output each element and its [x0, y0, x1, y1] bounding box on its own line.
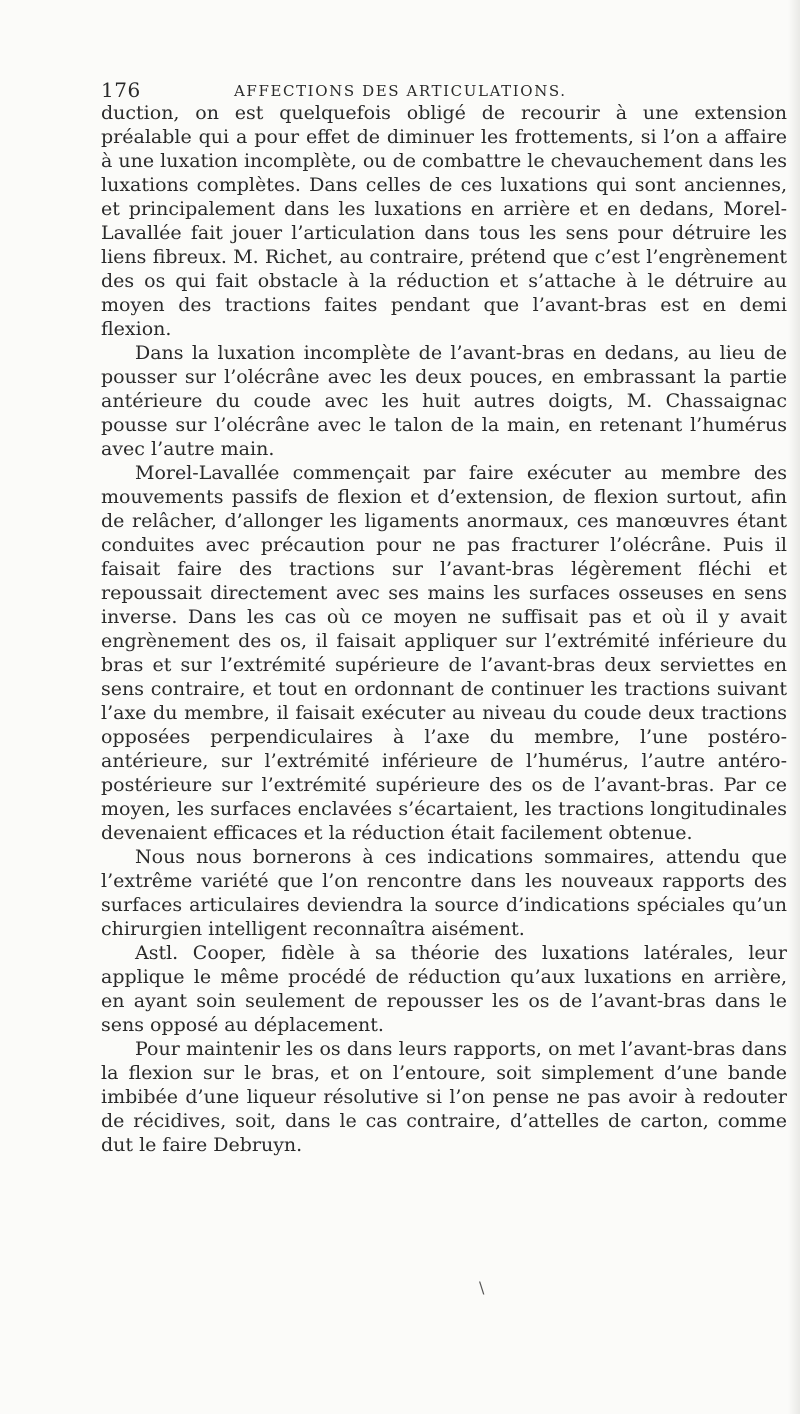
paragraph: Pour maintenir les os dans leurs rapports, on met l’avant-bras dans la flexion sur le bras, et on l’entoure, soit simplement d’une bande imbibée d’une liqueur résolutive si l’on pense ne pas avoir à redouter de récidives, soit, dans le cas contraire, d’attelles de carton, comme dut le faire Debruyn. [101, 1038, 787, 1156]
body-text [101, 101, 787, 1157]
page-number: 176 [101, 78, 141, 102]
paragraph: Morel-Lavallée commençait par faire exécuter au membre des mouvements passifs de flexion et d’extension, de flexion surtout, afin de relâcher, d’allonger les ligaments anormaux, ces manœuvres étant conduites avec précaution pour ne pas fracturer l’olécrâne. Puis il faisait faire des tractions sur l’avant-bras légèrement fléchi et repoussait directement avec ses mains les surfaces osseuses en sens inverse. Dans les cas où ce moyen ne suffisait pas et où il y avait engrènement des os, il faisait appliquer sur l’extrémité inférieure du bras et sur l’extrémité supérieure de l’avant-bras deux serviettes en sens contraire, et tout en ordonnant de continuer les tractions suivant l’axe du membre, il faisait exécuter au niveau du coude deux tractions opposées perpendiculaires à l’axe du membre, l’une postéro-antérieure, sur l’extrémité inférieure de l’humérus, l’autre antéro-postérieure sur l’extrémité supérieure des os de l’avant-bras. Par ce moyen, les surfaces enclavées s’écartaient, les tractions longitudinales devenaient efficaces et la réduction était facilement obtenue. [101, 462, 787, 844]
paragraph-continuation: duction, on est quelquefois obligé de recourir à une extension préalable qui a pour effet de diminuer les frottements, si l’on a affaire à une luxation incomplète, ou de combattre le chevauchement dans les luxations complètes. Dans celles de ces luxations qui sont anciennes, et principalement dans les luxations en arrière et en dedans, Morel-Lavallée fait jouer l’articulation dans tous les sens pour détruire les liens fibreux. M. Richet, au contraire, prétend que c’est l’engrènement des os qui fait obstacle à la réduction et s’attache à le détruire au moyen des tractions faites pendant que l’avant-bras est en demi flexion. [101, 102, 787, 340]
running-title: AFFECTIONS DES ARTICULATIONS. [234, 82, 567, 100]
stray-mark: \ [479, 1278, 485, 1297]
paragraph: Astl. Cooper, fidèle à sa théorie des luxations latérales, leur applique le même procédé de réduction qu’aux luxations en arrière, en ayant soin seulement de repousser les os de l’avant-bras dans le sens opposé au déplacement. [101, 942, 787, 1036]
paragraph: Nous nous bornerons à ces indications sommaires, attendu que l’extrême variété que l’on rencontre dans les nouveaux rapports des surfaces articulaires deviendra la source d’indications spéciales qu’un chirurgien intelligent reconnaîtra aisément. [101, 846, 787, 940]
paragraph: Dans la luxation incomplète de l’avant-bras en dedans, au lieu de pousser sur l’olécrâne avec les deux pouces, en embrassant la partie antérieure du coude avec les huit autres doigts, M. Chassaignac pousse sur l’olécrâne avec le talon de la main, en retenant l’humérus avec l’autre main. [101, 342, 787, 460]
page-edge-shadow [788, 0, 800, 1414]
